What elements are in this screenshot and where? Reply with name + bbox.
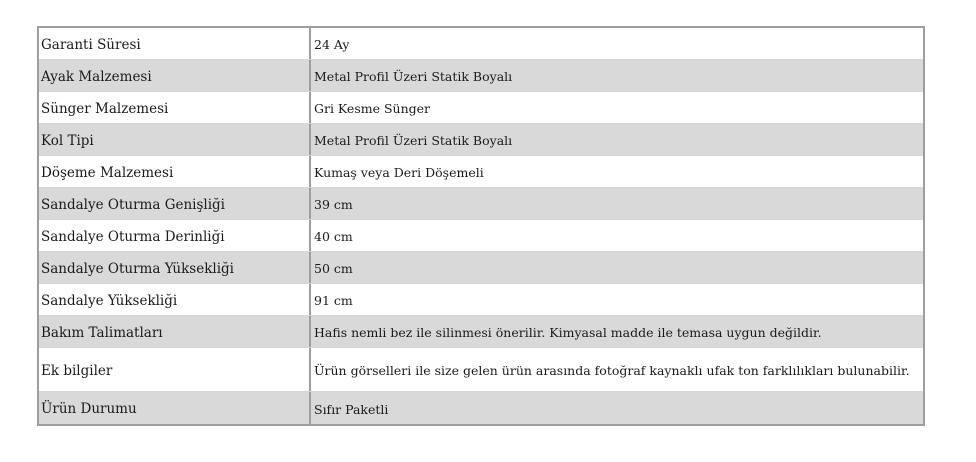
spec-value: Gri Kesme Sünger bbox=[314, 101, 431, 116]
spec-value: 39 cm bbox=[314, 197, 353, 212]
spec-label: Sandalye Yüksekliği bbox=[39, 284, 311, 315]
spec-value: Hafis nemli bez ile silinmesi önerilir. Kimyasal madde ile temasa uygun değildir. bbox=[314, 325, 822, 340]
spec-label: Sandalye Oturma Genişliği bbox=[39, 188, 311, 219]
spec-value: 40 cm bbox=[314, 229, 353, 244]
spec-row-oturma-derinligi bbox=[39, 220, 923, 252]
spec-value: Kumaş veya Deri Döşemeli bbox=[314, 165, 484, 180]
spec-label: Bakım Talimatları bbox=[39, 316, 311, 347]
product-spec-table bbox=[37, 26, 925, 426]
spec-value: Ürün görselleri ile size gelen ürün arasında fotoğraf kaynaklı ufak ton farklılıkları bulunabilir. bbox=[314, 363, 910, 378]
spec-label: Döşeme Malzemesi bbox=[39, 156, 311, 187]
spec-row-sunger-malzemesi bbox=[39, 92, 923, 124]
spec-label: Sandalye Oturma Derinliği bbox=[39, 220, 311, 251]
spec-value: Metal Profil Üzeri Statik Boyalı bbox=[314, 133, 513, 148]
spec-row-garanti-suresi bbox=[39, 28, 923, 60]
spec-row-kol-tipi bbox=[39, 124, 923, 156]
spec-value: 24 Ay bbox=[314, 37, 350, 52]
spec-row-ayak-malzemesi bbox=[39, 60, 923, 92]
spec-label: Ayak Malzemesi bbox=[39, 60, 311, 91]
spec-row-doseme-malzemesi bbox=[39, 156, 923, 188]
spec-row-sandalye-yuksekligi bbox=[39, 284, 923, 316]
spec-value: Sıfır Paketli bbox=[314, 401, 389, 417]
spec-label: Ürün Durumu bbox=[39, 392, 311, 424]
spec-row-oturma-genisligi bbox=[39, 188, 923, 220]
spec-row-bakim-talimatlari bbox=[39, 316, 923, 348]
spec-label: Ek bilgiler bbox=[39, 348, 311, 391]
spec-label: Sünger Malzemesi bbox=[39, 92, 311, 123]
spec-value: Metal Profil Üzeri Statik Boyalı bbox=[314, 69, 513, 84]
spec-label: Kol Tipi bbox=[39, 124, 311, 155]
spec-value: 91 cm bbox=[314, 293, 353, 308]
spec-label: Sandalye Oturma Yüksekliği bbox=[39, 252, 311, 283]
spec-label: Garanti Süresi bbox=[39, 28, 311, 59]
spec-value: 50 cm bbox=[314, 261, 353, 276]
spec-row-ek-bilgiler bbox=[39, 348, 923, 392]
spec-row-oturma-yuksekligi bbox=[39, 252, 923, 284]
spec-row-urun-durumu bbox=[39, 392, 923, 424]
